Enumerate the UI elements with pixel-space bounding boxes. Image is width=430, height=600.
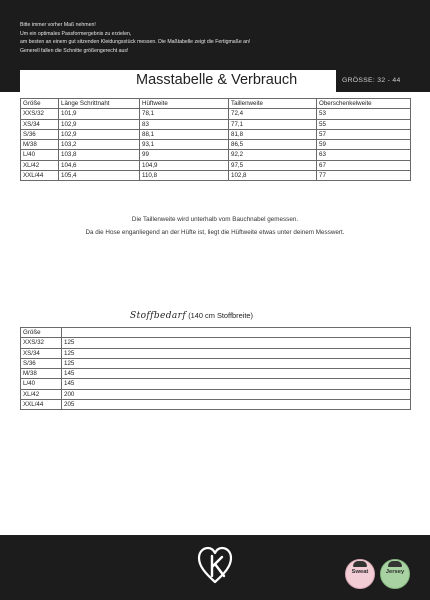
size-range-label: GRÖSSE: 32 - 44 <box>342 77 401 84</box>
table-cell: L/40 <box>21 379 62 389</box>
table-cell: 103,8 <box>59 150 140 160</box>
sweat-badge-label: Sweat <box>351 569 369 575</box>
table-row <box>21 389 411 399</box>
sweat-fabric-badge <box>345 559 375 589</box>
jersey-badge-label: Jersey <box>385 569 405 575</box>
sweater-icon <box>353 561 367 567</box>
table-cell: 63 <box>317 150 411 160</box>
table-cell: 101,9 <box>59 109 140 119</box>
table-row <box>21 400 411 410</box>
table-cell: 72,4 <box>229 109 317 119</box>
table-cell: 105,4 <box>59 171 140 181</box>
table-cell: 104,6 <box>59 160 140 170</box>
table-cell: XL/42 <box>21 160 59 170</box>
table-cell: L/40 <box>21 150 59 160</box>
measurement-notes <box>20 21 420 55</box>
table-cell: 99 <box>140 150 229 160</box>
table-cell: 104,9 <box>140 160 229 170</box>
table-cell: 102,9 <box>59 119 140 129</box>
table-cell: XL/42 <box>21 389 62 399</box>
title-bar <box>0 70 430 92</box>
table-row <box>21 358 411 368</box>
table-cell: 125 <box>62 348 411 358</box>
table-cell: 88,1 <box>140 129 229 139</box>
table-cell: 145 <box>62 369 411 379</box>
table-cell: XXL/44 <box>21 400 62 410</box>
note-line: Generell fallen die Schnitte größengerecht aus! <box>20 47 129 54</box>
table-row <box>21 379 411 389</box>
table-cell: S/36 <box>21 129 59 139</box>
table-cell: XXL/44 <box>21 171 59 181</box>
table-cell: M/38 <box>21 140 59 150</box>
title-panel <box>20 70 336 92</box>
shirt-icon <box>388 561 402 567</box>
table-cell: 125 <box>62 358 411 368</box>
table-cell: 53 <box>317 109 411 119</box>
table-row <box>21 109 411 119</box>
table-cell: 125 <box>62 338 411 348</box>
table-cell: 57 <box>317 129 411 139</box>
waist-info-text: Die Taillenweite wird unterhalb vom Bauchnabel gemessen. <box>131 216 299 223</box>
table-header-cell: Länge Schrittnaht <box>59 99 140 109</box>
table-cell: 102,8 <box>229 171 317 181</box>
table-header-cell: Größe <box>21 99 59 109</box>
table-header-cell: Oberschenkelweite <box>317 99 411 109</box>
note-line: am besten an einem gut sitzenden Kleidungsstück messen. Die Maßtabelle zeigt die Fertigmaße an! <box>20 39 251 46</box>
table-cell: 92,2 <box>229 150 317 160</box>
table-row <box>21 348 411 358</box>
fabric-heading <box>130 311 253 321</box>
table-cell: 93,1 <box>140 140 229 150</box>
table-row <box>21 171 411 181</box>
table-cell: 59 <box>317 140 411 150</box>
table-cell: 67 <box>317 160 411 170</box>
table-cell: M/38 <box>21 369 62 379</box>
hip-info-text: Da die Hose enganliegend an der Hüfte ist, liegt die Hüftweite etwas unter deinem Messwert. <box>85 229 345 236</box>
table-cell: 205 <box>62 400 411 410</box>
table-header-cell: Hüftweite <box>140 99 229 109</box>
table-header-cell: Größe <box>21 328 62 338</box>
table-cell: 83 <box>140 119 229 129</box>
note-line: Um ein optimales Passformergebnis zu erzielen, <box>20 30 132 37</box>
table-header-row <box>21 99 411 109</box>
table-cell: 103,2 <box>59 140 140 150</box>
table-cell: 86,5 <box>229 140 317 150</box>
table-cell: XXS/32 <box>21 338 62 348</box>
table-row <box>21 160 411 170</box>
table-cell: 145 <box>62 379 411 389</box>
fabric-heading-sub: (140 cm Stoffbreite) <box>188 311 253 320</box>
note-line: Bitte immer vorher Maß nehmen! <box>20 22 96 28</box>
table-row <box>21 140 411 150</box>
table-row <box>21 369 411 379</box>
table-row <box>21 129 411 139</box>
table-header-cell <box>62 328 411 338</box>
table-cell: 55 <box>317 119 411 129</box>
table-cell: XS/34 <box>21 119 59 129</box>
table-row <box>21 119 411 129</box>
table-row <box>21 338 411 348</box>
table-cell: XXS/32 <box>21 109 59 119</box>
jersey-fabric-badge <box>380 559 410 589</box>
page-title: Masstabelle & Verbrauch <box>136 72 298 88</box>
table-cell: 200 <box>62 389 411 399</box>
measurement-table <box>20 98 411 181</box>
table-cell: S/36 <box>21 358 62 368</box>
fabric-table <box>20 327 411 410</box>
table-row <box>21 150 411 160</box>
table-cell: 97,5 <box>229 160 317 170</box>
table-cell: 102,9 <box>59 129 140 139</box>
table-header-cell: Taillenweite <box>229 99 317 109</box>
table-cell: XS/34 <box>21 348 62 358</box>
brand-logo-icon <box>197 546 233 586</box>
table-cell: 110,8 <box>140 171 229 181</box>
table-cell: 77 <box>317 171 411 181</box>
table-cell: 78,1 <box>140 109 229 119</box>
fabric-heading-title: Stoffbedarf <box>130 311 187 321</box>
table-header-row <box>21 328 411 338</box>
table-cell: 81,8 <box>229 129 317 139</box>
table-cell: 77,1 <box>229 119 317 129</box>
